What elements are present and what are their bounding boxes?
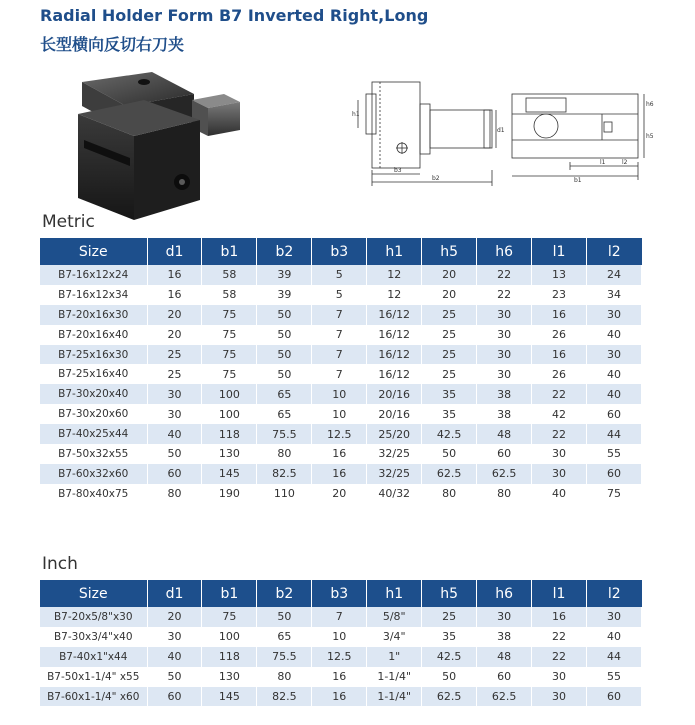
table-cell: 30 xyxy=(477,325,532,345)
table-cell: 12.5 xyxy=(312,424,367,444)
table-cell: 22 xyxy=(477,285,532,305)
table-cell: 75.5 xyxy=(257,424,312,444)
table-cell: 50 xyxy=(422,444,477,464)
size-cell: B7-60x32x60 xyxy=(40,464,147,484)
size-cell: B7-30x3/4"x40 xyxy=(40,627,147,647)
size-cell: B7-30x20x60 xyxy=(40,404,147,424)
table-cell: 10 xyxy=(312,404,367,424)
table-cell: 24 xyxy=(587,265,642,285)
table-cell: 60 xyxy=(587,687,642,707)
table-cell: 25 xyxy=(422,305,477,325)
table-row xyxy=(40,325,642,345)
table-cell: 50 xyxy=(257,364,312,384)
table-cell: 25 xyxy=(422,607,477,627)
col-header-b3: b3 xyxy=(312,238,367,265)
table-cell: 5 xyxy=(312,285,367,305)
table-cell: 130 xyxy=(202,444,257,464)
table-cell: 1" xyxy=(367,647,422,667)
table-cell: 16 xyxy=(312,687,367,707)
table-cell: 58 xyxy=(202,265,257,285)
dim-h5-label: h5 xyxy=(646,133,654,140)
table-cell: 30 xyxy=(532,687,587,707)
size-cell: B7-50x32x55 xyxy=(40,444,147,464)
table-cell: 7 xyxy=(312,345,367,365)
col-header-l2: l2 xyxy=(587,580,642,607)
table-cell: 30 xyxy=(147,404,202,424)
col-header-h6: h6 xyxy=(477,580,532,607)
table-row xyxy=(40,384,642,404)
table-cell: 80 xyxy=(257,667,312,687)
table-cell: 25 xyxy=(147,345,202,365)
col-header-size: Size xyxy=(40,238,147,265)
table-cell: 1-1/4" xyxy=(367,687,422,707)
table-cell: 60 xyxy=(147,464,202,484)
table-cell: 38 xyxy=(477,627,532,647)
table-cell: 42.5 xyxy=(422,647,477,667)
table-cell: 82.5 xyxy=(257,687,312,707)
table-row xyxy=(40,345,642,365)
col-header-h5: h5 xyxy=(422,238,477,265)
table-cell: 5/8" xyxy=(367,607,422,627)
table-cell: 55 xyxy=(587,667,642,687)
table-row xyxy=(40,607,642,627)
col-header-b3: b3 xyxy=(312,580,367,607)
table-cell: 60 xyxy=(587,464,642,484)
dim-h1-label: h1 xyxy=(352,111,360,118)
table-cell: 190 xyxy=(202,484,257,504)
size-cell: B7-16x12x34 xyxy=(40,285,147,305)
table-cell: 16/12 xyxy=(367,364,422,384)
table-cell: 5 xyxy=(312,265,367,285)
product-photo xyxy=(74,70,254,230)
table-cell: 7 xyxy=(312,364,367,384)
inch-spec-table xyxy=(40,580,642,706)
metric-spec-table xyxy=(40,238,642,504)
col-header-d1: d1 xyxy=(147,238,202,265)
table-cell: 30 xyxy=(532,464,587,484)
table-cell: 25/20 xyxy=(367,424,422,444)
table-cell: 7 xyxy=(312,325,367,345)
table-cell: 130 xyxy=(202,667,257,687)
table-cell: 80 xyxy=(147,484,202,504)
table-cell: 50 xyxy=(147,667,202,687)
dim-h6-label: h6 xyxy=(646,101,654,108)
dim-b2-label: b2 xyxy=(432,175,440,182)
table-cell: 80 xyxy=(422,484,477,504)
table-row xyxy=(40,667,642,687)
table-cell: 50 xyxy=(257,325,312,345)
table-cell: 16 xyxy=(532,345,587,365)
table-cell: 38 xyxy=(477,404,532,424)
table-cell: 100 xyxy=(202,627,257,647)
table-cell: 145 xyxy=(202,687,257,707)
table-cell: 26 xyxy=(532,364,587,384)
table-cell: 62.5 xyxy=(422,464,477,484)
dim-l2-label: l2 xyxy=(622,159,628,166)
table-cell: 16 xyxy=(532,607,587,627)
table-cell: 75 xyxy=(202,607,257,627)
table-cell: 75 xyxy=(202,364,257,384)
table-cell: 62.5 xyxy=(422,687,477,707)
page-subtitle-chinese: 长型横向反切右刀夹 xyxy=(40,35,185,54)
table-cell: 75 xyxy=(202,325,257,345)
table-cell: 40 xyxy=(587,364,642,384)
table-cell: 30 xyxy=(532,667,587,687)
table-row xyxy=(40,364,642,384)
size-cell: B7-30x20x40 xyxy=(40,384,147,404)
table-cell: 62.5 xyxy=(477,687,532,707)
col-header-h1: h1 xyxy=(367,238,422,265)
table-cell: 34 xyxy=(587,285,642,305)
metric-section-label: Metric xyxy=(42,212,95,232)
table-cell: 110 xyxy=(257,484,312,504)
table-cell: 60 xyxy=(477,444,532,464)
table-cell: 65 xyxy=(257,384,312,404)
table-row xyxy=(40,484,642,504)
dim-l1-label: l1 xyxy=(600,159,606,166)
col-header-l2: l2 xyxy=(587,238,642,265)
table-cell: 35 xyxy=(422,384,477,404)
table-cell: 80 xyxy=(257,444,312,464)
dim-b1-label: b1 xyxy=(574,177,582,184)
dim-b3-label: b3 xyxy=(394,167,402,174)
table-cell: 20 xyxy=(422,285,477,305)
table-cell: 40 xyxy=(147,647,202,667)
table-cell: 75 xyxy=(587,484,642,504)
size-cell: B7-20x5/8"x30 xyxy=(40,607,147,627)
table-cell: 20 xyxy=(312,484,367,504)
table-cell: 25 xyxy=(422,325,477,345)
table-cell: 75.5 xyxy=(257,647,312,667)
page-title: Radial Holder Form B7 Inverted Right,Long xyxy=(40,6,429,25)
table-cell: 7 xyxy=(312,607,367,627)
table-cell: 58 xyxy=(202,285,257,305)
table-cell: 22 xyxy=(532,627,587,647)
size-cell: B7-40x1"x44 xyxy=(40,647,147,667)
table-row xyxy=(40,265,642,285)
table-cell: 60 xyxy=(477,667,532,687)
table-row xyxy=(40,305,642,325)
table-row xyxy=(40,404,642,424)
table-cell: 100 xyxy=(202,404,257,424)
technical-drawing xyxy=(352,70,652,195)
table-cell: 50 xyxy=(422,667,477,687)
table-cell: 65 xyxy=(257,404,312,424)
metric-header-row xyxy=(40,238,642,265)
table-cell: 100 xyxy=(202,384,257,404)
table-cell: 118 xyxy=(202,647,257,667)
table-cell: 23 xyxy=(532,285,587,305)
table-cell: 25 xyxy=(147,364,202,384)
table-cell: 3/4" xyxy=(367,627,422,647)
table-cell: 40 xyxy=(587,384,642,404)
table-cell: 30 xyxy=(587,345,642,365)
table-cell: 82.5 xyxy=(257,464,312,484)
table-cell: 30 xyxy=(477,607,532,627)
size-cell: B7-16x12x24 xyxy=(40,265,147,285)
table-cell: 13 xyxy=(532,265,587,285)
table-cell: 16 xyxy=(312,667,367,687)
col-header-b1: b1 xyxy=(202,580,257,607)
table-cell: 30 xyxy=(147,384,202,404)
table-cell: 55 xyxy=(587,444,642,464)
col-header-b2: b2 xyxy=(257,238,312,265)
table-cell: 40 xyxy=(587,627,642,647)
table-cell: 12.5 xyxy=(312,647,367,667)
table-cell: 22 xyxy=(477,265,532,285)
table-cell: 30 xyxy=(477,364,532,384)
table-cell: 20 xyxy=(147,305,202,325)
table-cell: 1-1/4" xyxy=(367,667,422,687)
table-cell: 16 xyxy=(312,464,367,484)
col-header-h1: h1 xyxy=(367,580,422,607)
table-cell: 75 xyxy=(202,305,257,325)
table-cell: 10 xyxy=(312,384,367,404)
table-cell: 30 xyxy=(587,305,642,325)
table-cell: 40 xyxy=(532,484,587,504)
table-cell: 39 xyxy=(257,285,312,305)
table-cell: 16/12 xyxy=(367,345,422,365)
size-cell: B7-25x16x30 xyxy=(40,345,147,365)
table-cell: 44 xyxy=(587,424,642,444)
table-cell: 7 xyxy=(312,305,367,325)
size-cell: B7-20x16x30 xyxy=(40,305,147,325)
table-cell: 40 xyxy=(587,325,642,345)
size-cell: B7-60x1-1/4" x60 xyxy=(40,687,147,707)
table-cell: 40 xyxy=(147,424,202,444)
table-cell: 44 xyxy=(587,647,642,667)
dim-d1-label: d1 xyxy=(497,127,505,134)
col-header-h5: h5 xyxy=(422,580,477,607)
table-cell: 16/12 xyxy=(367,305,422,325)
table-row xyxy=(40,285,642,305)
table-row xyxy=(40,464,642,484)
table-cell: 20/16 xyxy=(367,404,422,424)
table-cell: 20 xyxy=(422,265,477,285)
table-cell: 80 xyxy=(477,484,532,504)
table-cell: 16 xyxy=(147,265,202,285)
table-row xyxy=(40,647,642,667)
table-cell: 118 xyxy=(202,424,257,444)
table-row xyxy=(40,424,642,444)
table-cell: 22 xyxy=(532,384,587,404)
table-cell: 30 xyxy=(147,627,202,647)
table-cell: 75 xyxy=(202,345,257,365)
table-row xyxy=(40,444,642,464)
inch-section-label: Inch xyxy=(42,554,78,574)
table-cell: 16 xyxy=(532,305,587,325)
size-cell: B7-25x16x40 xyxy=(40,364,147,384)
table-cell: 50 xyxy=(257,607,312,627)
size-cell: B7-50x1-1/4" x55 xyxy=(40,667,147,687)
table-cell: 62.5 xyxy=(477,464,532,484)
table-cell: 48 xyxy=(477,647,532,667)
table-cell: 26 xyxy=(532,325,587,345)
col-header-size: Size xyxy=(40,580,147,607)
table-cell: 60 xyxy=(587,404,642,424)
table-cell: 12 xyxy=(367,265,422,285)
table-cell: 39 xyxy=(257,265,312,285)
table-cell: 32/25 xyxy=(367,464,422,484)
table-cell: 20/16 xyxy=(367,384,422,404)
table-cell: 50 xyxy=(257,345,312,365)
size-cell: B7-80x40x75 xyxy=(40,484,147,504)
table-cell: 16 xyxy=(147,285,202,305)
table-cell: 60 xyxy=(147,687,202,707)
table-cell: 30 xyxy=(532,444,587,464)
table-cell: 30 xyxy=(587,607,642,627)
table-cell: 32/25 xyxy=(367,444,422,464)
size-cell: B7-20x16x40 xyxy=(40,325,147,345)
table-cell: 16 xyxy=(312,444,367,464)
table-cell: 30 xyxy=(477,305,532,325)
table-cell: 22 xyxy=(532,424,587,444)
table-row xyxy=(40,687,642,707)
table-cell: 12 xyxy=(367,285,422,305)
table-cell: 20 xyxy=(147,325,202,345)
table-cell: 65 xyxy=(257,627,312,647)
table-cell: 20 xyxy=(147,607,202,627)
table-cell: 16/12 xyxy=(367,325,422,345)
col-header-d1: d1 xyxy=(147,580,202,607)
col-header-b1: b1 xyxy=(202,238,257,265)
col-header-l1: l1 xyxy=(532,580,587,607)
col-header-l1: l1 xyxy=(532,238,587,265)
col-header-b2: b2 xyxy=(257,580,312,607)
inch-header-row xyxy=(40,580,642,607)
table-cell: 38 xyxy=(477,384,532,404)
table-cell: 40/32 xyxy=(367,484,422,504)
table-cell: 145 xyxy=(202,464,257,484)
table-cell: 35 xyxy=(422,404,477,424)
table-cell: 25 xyxy=(422,345,477,365)
col-header-h6: h6 xyxy=(477,238,532,265)
table-cell: 48 xyxy=(477,424,532,444)
table-row xyxy=(40,627,642,647)
table-cell: 42 xyxy=(532,404,587,424)
table-cell: 22 xyxy=(532,647,587,667)
table-cell: 50 xyxy=(257,305,312,325)
table-cell: 10 xyxy=(312,627,367,647)
table-cell: 50 xyxy=(147,444,202,464)
table-cell: 42.5 xyxy=(422,424,477,444)
size-cell: B7-40x25x44 xyxy=(40,424,147,444)
table-cell: 25 xyxy=(422,364,477,384)
table-cell: 35 xyxy=(422,627,477,647)
table-cell: 30 xyxy=(477,345,532,365)
